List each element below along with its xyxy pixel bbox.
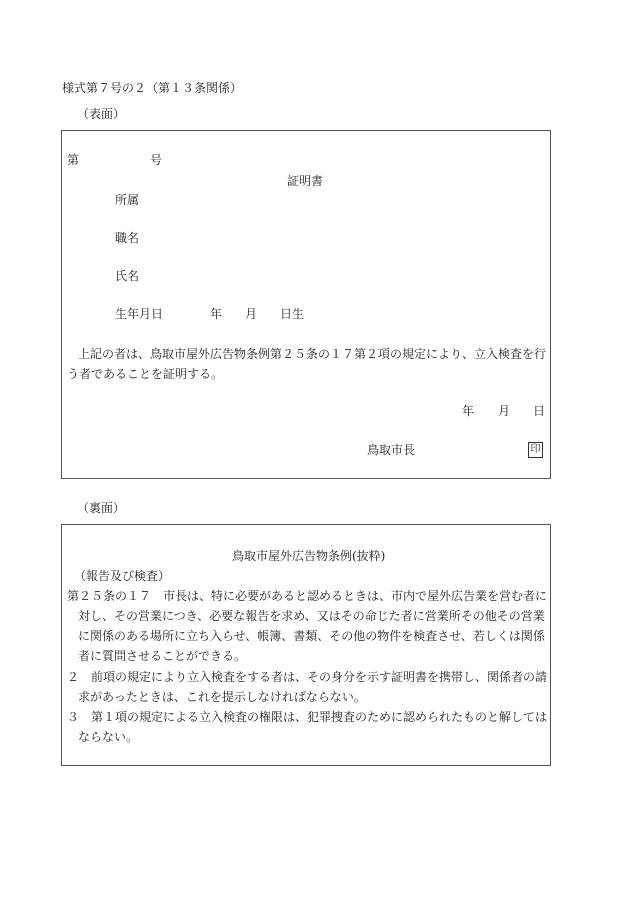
issuer-title: 鳥取市長 xyxy=(367,443,416,457)
article-line-1: 第２５条の１７ 市長は、特に必要があると認めるときは、市内で屋外広告業を営む者に xyxy=(67,589,548,603)
birth-year-label: 年 xyxy=(210,307,223,321)
seal-mark: 印 xyxy=(528,442,543,458)
form-label: 様式第７号の２（第１３条関係） xyxy=(62,81,243,95)
date-month-label: 月 xyxy=(498,404,511,418)
number-suffix: 号 xyxy=(150,153,163,167)
birth-day-label: 日生 xyxy=(280,307,305,321)
front-heading: （表面） xyxy=(77,107,126,121)
number-prefix: 第 xyxy=(67,153,80,167)
article-line-2: 対し、その営業につき、必要な報告を求め、又はその命じた者に営業所その他その営業 xyxy=(78,609,545,623)
certificate-body-line1: 上記の者は、鳥取市屋外広告物条例第２５条の１７第２項の規定により、立入検査を行 xyxy=(78,347,547,361)
paragraph2-line-1: ２ 前項の規定により立入検査をする者は、その身分を示す証明書を携帯し、関係者の請 xyxy=(67,670,548,684)
paragraph3-line-1: ３ 第１項の規定による立入検査の権限は、犯罪捜査のために認められたものと解しては xyxy=(67,710,548,724)
affiliation-label: 所属 xyxy=(115,193,140,207)
certificate-title: 証明書 xyxy=(287,174,324,188)
paragraph3-line-2: ならない。 xyxy=(78,730,139,744)
date-year-label: 年 xyxy=(462,404,475,418)
position-label: 職名 xyxy=(115,231,140,245)
section-heading: （報告及び検査） xyxy=(74,569,171,583)
article-line-4: 者に質問させることができる。 xyxy=(78,649,247,663)
date-day-label: 日 xyxy=(533,404,546,418)
back-heading: （裏面） xyxy=(77,501,126,515)
certificate-body-line2: う者であることを証明する。 xyxy=(67,367,224,381)
article-line-3: に関係のある場所に立ち入らせ、帳簿、書類、その他の物件を検査させ、若しくは関係 xyxy=(78,629,545,643)
paragraph2-line-2: 求があったときは、これを提示しなければならない。 xyxy=(78,690,366,704)
birth-month-label: 月 xyxy=(245,307,258,321)
birthdate-label: 生年月日 xyxy=(115,307,164,321)
ordinance-title: 鳥取市屋外広告物条例(抜粋) xyxy=(232,549,386,563)
name-label: 氏名 xyxy=(115,269,140,283)
